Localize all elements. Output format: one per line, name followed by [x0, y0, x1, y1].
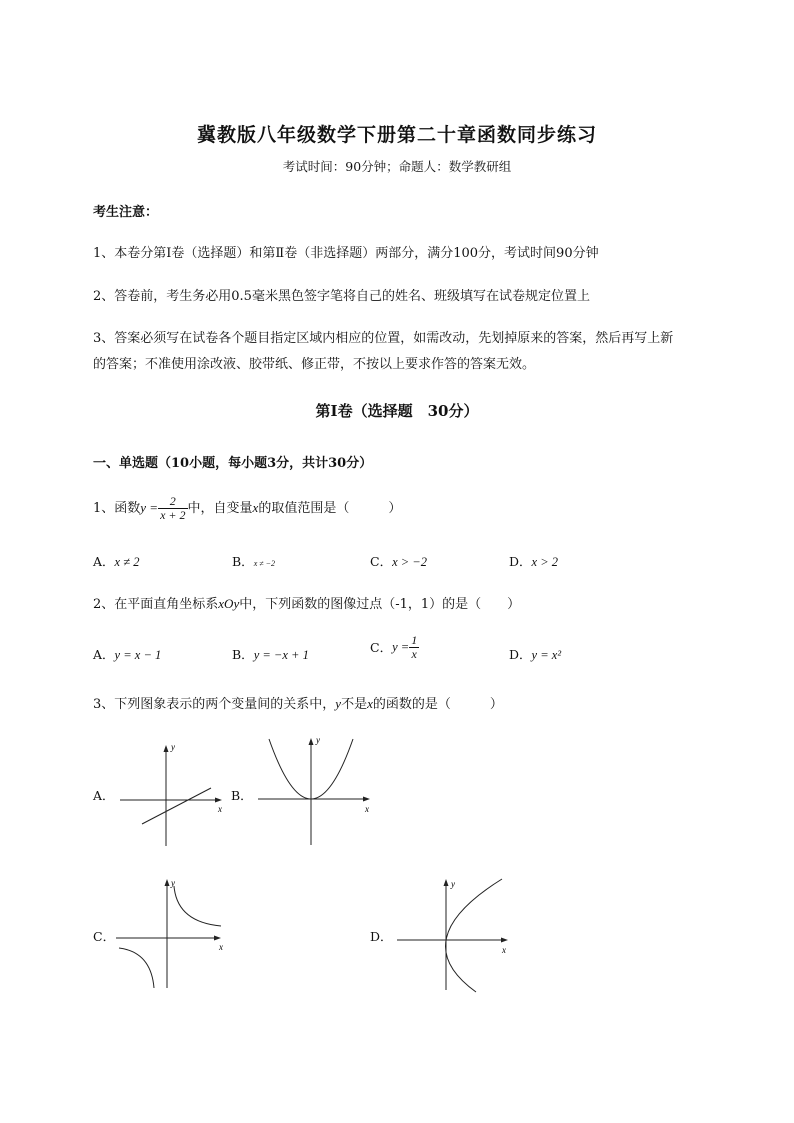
option-math: y = x²	[531, 648, 562, 662]
y-axis-label: y	[171, 878, 175, 888]
part-heading: 一、单选题（10小题，每小题3分，共计30分）	[93, 456, 373, 471]
option-label: B．	[232, 647, 254, 662]
y-axis-label: y	[316, 735, 320, 745]
x-axis-label: x	[219, 942, 223, 952]
option-math: y = x − 1	[114, 648, 162, 662]
q3-prefix: 3、下列图象表示的两个变量间的关系中，	[93, 697, 336, 712]
question-3	[93, 693, 503, 712]
q3-graph-b[interactable]	[255, 735, 380, 850]
q3-option-a-label[interactable]: A．	[93, 788, 115, 803]
q3-option-c-label[interactable]: C．	[93, 929, 116, 944]
option-label: B．	[232, 554, 254, 569]
y-axis-label: y	[451, 879, 455, 889]
q3-var-x: x	[367, 696, 373, 711]
y-axis-arrow	[444, 879, 449, 886]
q1-var: x	[252, 500, 259, 515]
frac-num: 1	[411, 633, 418, 647]
x-axis-label: x	[218, 804, 222, 814]
page-subtitle: 考试时间：90分钟；命题人：数学教研组	[282, 159, 512, 174]
question-1	[93, 493, 401, 524]
notice-item: 3、答案必须写在试卷各个题目指定区域内相应的位置，如需改动，先划掉原来的答案，然后再写上新	[93, 331, 674, 346]
option-math: x > 2	[531, 555, 559, 569]
q1-suffix-a: 中，自变量	[187, 501, 253, 516]
q3-graph-c[interactable]	[113, 876, 233, 991]
q3-graph-d[interactable]	[394, 874, 519, 994]
option-math: x ≠ −2	[253, 559, 276, 568]
q1-option-c[interactable]	[370, 552, 427, 570]
option-math: x > −2	[392, 555, 427, 569]
sideways-parabola-curve	[446, 879, 502, 992]
q3-option-b-label[interactable]: B．	[231, 788, 253, 803]
option-math: y = −x + 1	[253, 648, 309, 662]
notice-item: 2、答卷前，考生务必用0.5毫米黑色签字笔将自己的姓名、班级填写在试卷规定位置上	[93, 289, 590, 304]
q1-option-b[interactable]	[232, 552, 275, 570]
x-axis-arrow	[214, 936, 221, 941]
line-curve	[142, 788, 211, 824]
option-math: x ≠ 2	[114, 555, 140, 569]
q2-option-b[interactable]	[232, 645, 309, 663]
q1-frac-num: 2	[169, 494, 176, 508]
option-label: C．	[370, 554, 393, 569]
q3-suffix: 的函数的是（ ）	[372, 697, 503, 712]
q2-coord: xOy	[218, 596, 240, 611]
option-label: D．	[509, 647, 532, 662]
frac-den: x	[409, 647, 419, 661]
q2-option-a[interactable]	[93, 645, 161, 663]
page-title: 冀教版八年级数学下册第二十章函数同步练习	[196, 124, 597, 146]
notice-item: 的答案；不准使用涂改液、胶带纸、修正带，不按以上要求作答的答案无效。	[93, 357, 536, 372]
option-label: A．	[93, 647, 115, 662]
y-axis-arrow	[309, 738, 314, 745]
q3-option-d-label[interactable]: D．	[370, 929, 393, 944]
q3-var-y: y	[335, 696, 342, 711]
q1-prefix: 1、函数	[93, 501, 141, 516]
q2-suffix: 中，下列函数的图像过点（-1，1）的是（ ）	[239, 597, 521, 612]
notice-heading: 考生注意：	[93, 205, 159, 220]
option-label: A．	[93, 554, 115, 569]
x-axis-label: x	[502, 945, 506, 955]
notice-item: 1、本卷分第Ⅰ卷（选择题）和第Ⅱ卷（非选择题）两部分，满分100分，考试时间90分钟	[93, 246, 599, 261]
q1-suffix-b: 的取值范围是（ ）	[258, 501, 402, 516]
hyperbola-branch-lower	[119, 948, 154, 988]
hyperbola-branch-upper	[174, 886, 221, 926]
q2-option-d[interactable]	[509, 645, 561, 663]
q1-option-d[interactable]	[509, 552, 558, 570]
question-2	[93, 593, 520, 612]
option-label: C．	[370, 640, 393, 655]
q1-y-eq: y =	[140, 500, 159, 515]
q1-frac-den: x + 2	[160, 508, 186, 522]
q3-graph-a[interactable]	[118, 738, 228, 848]
q2-c-fraction	[409, 634, 419, 661]
q2-option-c[interactable]	[370, 634, 419, 661]
y-axis-arrow	[165, 879, 170, 886]
y-axis-label: y	[171, 742, 175, 752]
x-axis-arrow	[363, 797, 370, 802]
option-math: y =	[392, 640, 410, 654]
q1-option-a[interactable]	[93, 552, 139, 570]
option-label: D．	[509, 554, 532, 569]
q2-prefix: 2、在平面直角坐标系	[93, 597, 219, 612]
q1-fraction	[158, 495, 187, 522]
section-title: 第Ⅰ卷（选择题 30分）	[315, 402, 479, 420]
q3-middle: 不是	[341, 697, 368, 712]
x-axis-arrow	[501, 938, 508, 943]
x-axis-arrow	[215, 798, 222, 803]
y-axis-arrow	[164, 745, 169, 752]
x-axis-label: x	[365, 804, 369, 814]
